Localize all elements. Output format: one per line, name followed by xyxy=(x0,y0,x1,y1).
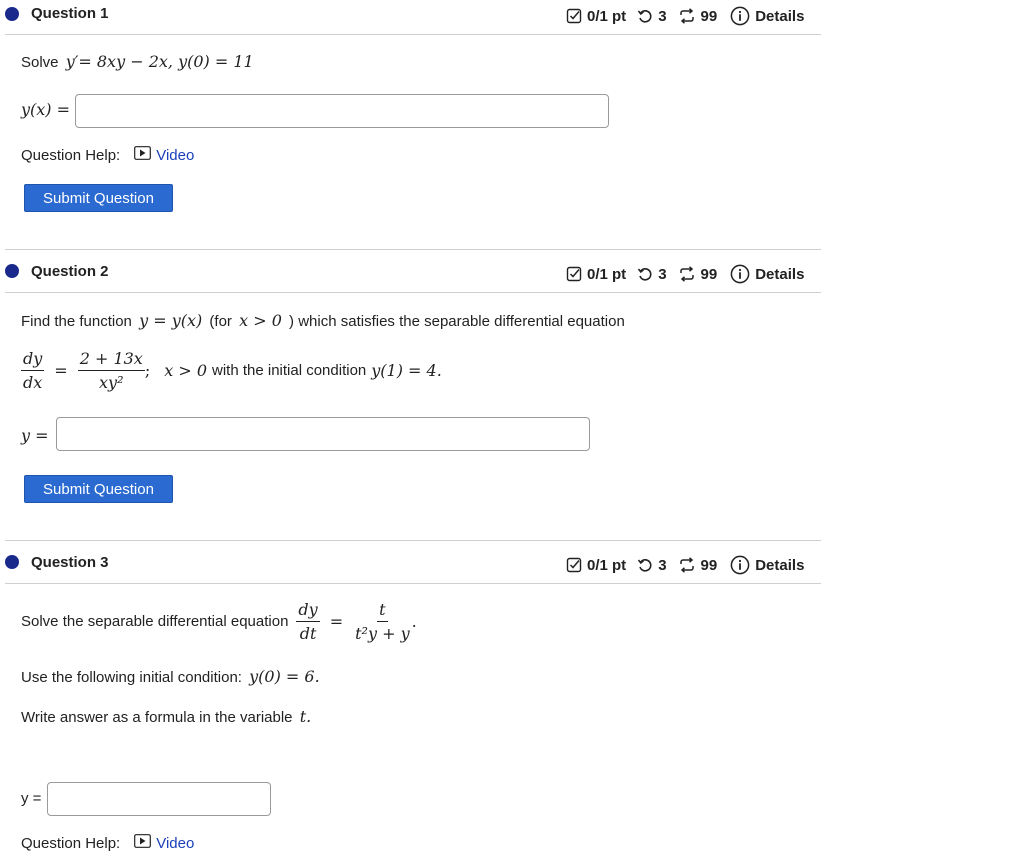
submit-question-button[interactable]: Submit Question xyxy=(24,475,173,503)
play-icon xyxy=(134,146,151,164)
retries-text: 99 xyxy=(700,265,718,283)
details-button[interactable] xyxy=(730,555,804,575)
score-text: 0/1 pt xyxy=(587,556,627,574)
question-divider xyxy=(5,34,821,35)
question-help xyxy=(21,834,194,852)
fraction-rhs: $\frac{2 + 13x}{\text{xy²}}$ xyxy=(79,349,143,392)
help-label: Question Help: xyxy=(21,146,121,164)
play-icon xyxy=(134,834,151,852)
question-meta xyxy=(566,555,804,575)
equation: y′= 8xy − 2x, y(0) = 11 xyxy=(65,52,254,71)
answer-label: y(x) = xyxy=(21,100,71,119)
attempts-text: 3 xyxy=(658,556,667,574)
answer-input[interactable] xyxy=(47,782,271,816)
retries-text: 99 xyxy=(700,556,718,574)
answer-input[interactable] xyxy=(56,417,590,451)
attempts-icon xyxy=(637,266,653,282)
question-meta xyxy=(566,264,804,284)
details-button[interactable] xyxy=(730,6,804,26)
question-prompt: Find the function y = y(x) (for x > 0 ) which satisfies the separable differential equation xyxy=(21,311,625,330)
info-icon xyxy=(730,264,750,284)
attempts-icon xyxy=(637,557,653,573)
info-icon xyxy=(730,555,750,575)
retries-text: 99 xyxy=(700,7,718,25)
formula-instruction: Write answer as a formula in the variable t. xyxy=(21,707,312,726)
retries-icon xyxy=(678,557,696,573)
answer-label: y = xyxy=(21,790,42,807)
score-icon xyxy=(566,8,582,24)
details-button[interactable] xyxy=(730,264,804,284)
question-divider xyxy=(5,583,821,584)
details-label: Details xyxy=(755,265,805,283)
fraction-lhs: $\frac{dy}{dt}$ xyxy=(298,600,318,643)
score-text: 0/1 pt xyxy=(587,7,627,25)
question-status-dot xyxy=(5,264,19,278)
differential-equation: $\frac{dy}{dx}$ = $\frac{2 + 13x}{\text{xy²}}$ ; x > 0 with the initial condition y(1) = 4. xyxy=(23,349,442,392)
answer-input[interactable] xyxy=(75,94,609,128)
score-icon xyxy=(566,557,582,573)
initial-condition: Use the following initial condition: y(0) = 6. xyxy=(21,667,320,686)
info-icon xyxy=(730,6,750,26)
question-prompt: Solve the separable differential equation $\frac{dy}{dt}$ = $\frac{t}{\text{t²y + y}}$ . xyxy=(21,600,417,643)
video-link-label: Video xyxy=(156,834,195,852)
question-meta xyxy=(566,6,804,26)
attempts-text: 3 xyxy=(658,265,667,283)
video-link[interactable] xyxy=(134,146,194,164)
retries-icon xyxy=(678,8,696,24)
attempts-icon xyxy=(637,8,653,24)
details-label: Details xyxy=(755,556,805,574)
question-help xyxy=(21,146,194,164)
question-prompt: Solve y′= 8xy − 2x, y(0) = 11 xyxy=(21,52,254,71)
retries-icon xyxy=(678,266,696,282)
fraction-lhs: $\frac{dy}{dx}$ xyxy=(23,349,43,392)
section-divider xyxy=(5,540,821,541)
question-title: Question 1 xyxy=(31,5,109,22)
question-title: Question 2 xyxy=(31,263,109,280)
video-link-label: Video xyxy=(156,146,195,164)
question-title: Question 3 xyxy=(31,554,109,571)
question-status-dot xyxy=(5,7,19,21)
section-divider xyxy=(5,249,821,250)
question-divider xyxy=(5,292,821,293)
score-icon xyxy=(566,266,582,282)
score-text: 0/1 pt xyxy=(587,265,627,283)
answer-label: y = xyxy=(21,426,49,445)
help-label: Question Help: xyxy=(21,834,121,852)
question-status-dot xyxy=(5,555,19,569)
submit-question-button[interactable]: Submit Question xyxy=(24,184,173,212)
fraction-rhs: $\frac{t}{\text{t²y + y}}$ xyxy=(355,600,410,643)
details-label: Details xyxy=(755,7,805,25)
video-link[interactable] xyxy=(134,834,194,852)
attempts-text: 3 xyxy=(658,7,667,25)
